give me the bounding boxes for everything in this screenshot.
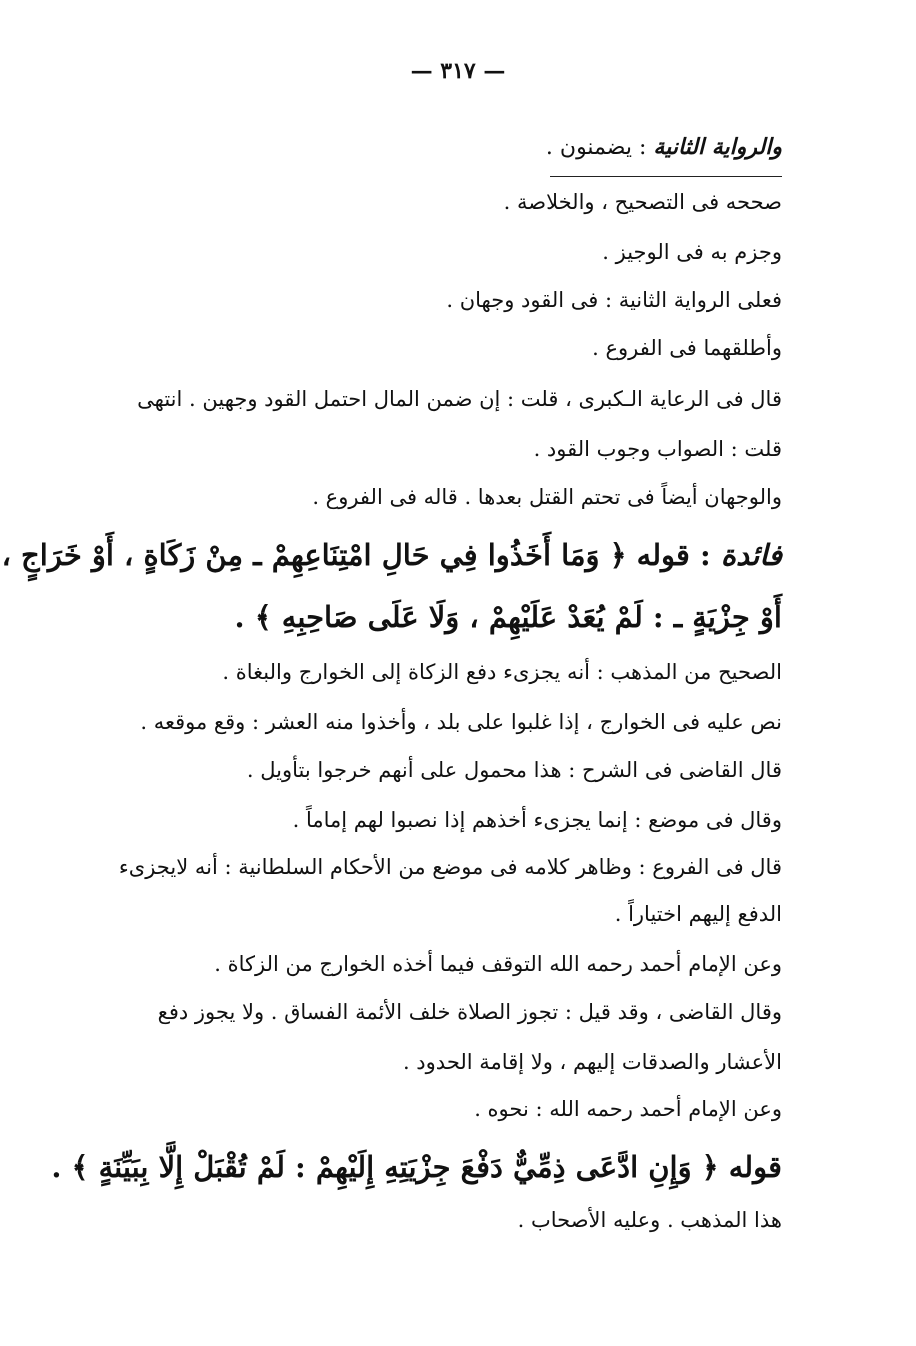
- heading-underline: [550, 176, 782, 177]
- text-line-20: وعن الإمام أحمد رحمه الله : نحوه .: [474, 1097, 782, 1121]
- text-line-10: أَوْ جِزْيَةٍ ـ : لَمْ يُعَدْ عَلَيْهِمْ ، وَلَا عَلَى صَاحِبِهِ ﴾ .: [234, 600, 782, 634]
- text-line-9: [2, 538, 782, 573]
- text-line-4: فعلى الرواية الثانية : فى القود وجهان .: [446, 288, 782, 312]
- text-line-13: قال القاضى فى الشرح : هذا محمول على أنهم خرجوا بتأويل .: [246, 758, 782, 782]
- text-line-19: الأعشار والصدقات إليهم ، ولا إقامة الحدود .: [402, 1050, 782, 1074]
- text-line-6: قال فى الرعاية الـكبرى ، قلت : إن ضمن المال احتمل القود وجهين . انتهى: [137, 387, 782, 411]
- line-text: : يضمنون .: [545, 135, 654, 160]
- page-number: — ٣١٧ —: [410, 58, 506, 84]
- text-line-7: قلت : الصواب وجوب القود .: [533, 437, 782, 461]
- text-line-21: قوله ﴿ وَإِنِ ادَّعَى ذِمِّيٌّ دَفْعَ جِزْيَتِهِ إِلَيْهِمْ : لَمْ تُقْبَلْ إِلَّا بِبَيِّنَةٍ ﴾ .: [51, 1150, 782, 1184]
- text-line-16: الدفع إليهم اختياراً .: [614, 902, 782, 926]
- text-line-8: والوجهان أيضاً فى تحتم القتل بعدها . قاله فى الفروع .: [312, 485, 782, 509]
- text-line-14: وقال فى موضع : إنما يجزىء أخذهم إذا نصبوا لهم إماماً .: [292, 808, 782, 832]
- text-line-12: نص عليه فى الخوارج ، إذا غلبوا على بلد ، وأخذوا منه العشر : وقع موقعه .: [140, 710, 782, 734]
- text-line-15: قال فى الفروع : وظاهر كلامه فى موضع من الأحكام السلطانية : أنه لايجزىء: [118, 855, 782, 879]
- text-line-2: صححه فى التصحيح ، والخلاصة .: [503, 190, 782, 214]
- text-line-11: الصحيح من المذهب : أنه يجزىء دفع الزكاة إلى الخوارج والبغاة .: [222, 660, 782, 684]
- section-heading: والرواية الثانية: [653, 134, 782, 160]
- text-line-22: هذا المذهب . وعليه الأصحاب .: [517, 1208, 782, 1232]
- text-line-3: وجزم به فى الوجيز .: [602, 240, 782, 264]
- text-line-1: [546, 134, 782, 161]
- line-text: : قوله ﴿ وَمَا أَخَذُوا فِي حَالِ امْتِنَاعِهِمْ ـ مِنْ زَكَاةٍ ، أَوْ خَرَاجٍ ،: [1, 538, 721, 572]
- text-line-5: وأطلقهما فى الفروع .: [592, 336, 782, 360]
- note-heading: فائدة: [720, 538, 782, 572]
- text-line-17: وعن الإمام أحمد رحمه الله التوقف فيما أخذه الخوارج من الزكاة .: [214, 952, 782, 976]
- text-line-18: وقال القاضى ، وقد قيل : تجوز الصلاة خلف الأئمة الفساق . ولا يجوز دفع: [157, 1000, 782, 1024]
